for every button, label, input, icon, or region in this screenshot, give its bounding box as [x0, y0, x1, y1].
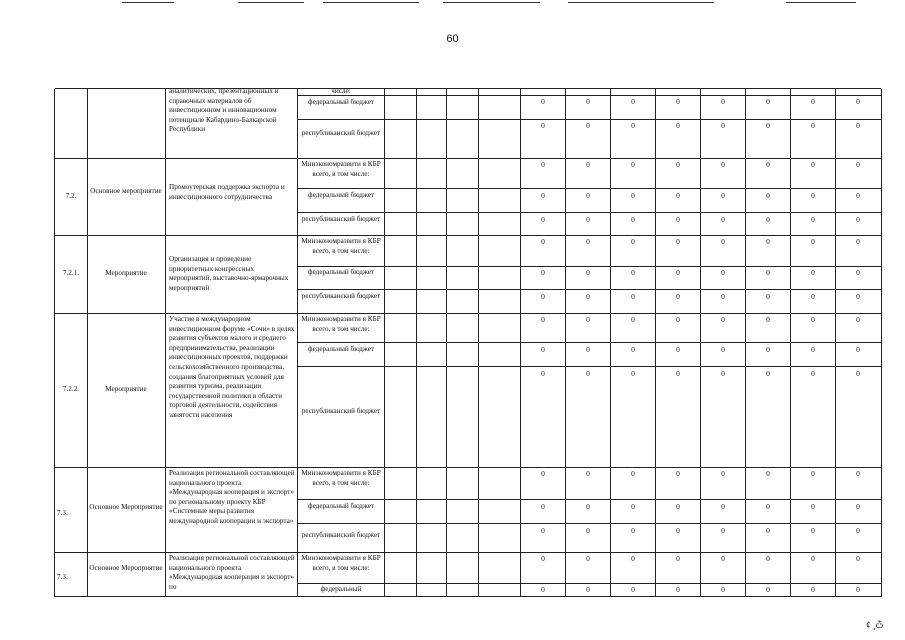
- source-republic: республиканский бюджет: [301, 407, 381, 415]
- row-number: 7.2.2.: [62, 385, 80, 393]
- amount-cell: 0: [631, 526, 635, 535]
- amount-cell: 0: [856, 215, 860, 224]
- amount-cell: 0: [766, 121, 770, 130]
- cut-header-line: [443, 2, 540, 3]
- row-type: Мероприятие: [105, 385, 147, 393]
- table-col-line: [87, 89, 88, 596]
- subrow-separator: [297, 119, 881, 120]
- amount-cell: 0: [541, 585, 545, 594]
- amount-cell: 0: [721, 345, 725, 354]
- amount-cell: 0: [631, 345, 635, 354]
- amount-cell: 0: [856, 160, 860, 169]
- amount-cell: 0: [766, 469, 770, 478]
- amount-cell: 0: [811, 215, 815, 224]
- amount-cell: 0: [541, 268, 545, 277]
- amount-cell: 0: [856, 97, 860, 106]
- amount-cell: 0: [676, 97, 680, 106]
- row-type: Основное Мероприятие: [89, 564, 163, 572]
- amount-cell: 0: [631, 215, 635, 224]
- subrow-separator: [297, 342, 881, 343]
- row-type: Основное Мероприятие: [89, 503, 163, 511]
- amount-cell: 0: [811, 469, 815, 478]
- amount-cell: 0: [631, 502, 635, 511]
- amount-cell: 0: [766, 502, 770, 511]
- source-republic: республиканский бюджет: [301, 215, 381, 223]
- subrow-separator: [297, 212, 881, 213]
- amount-cell: 0: [676, 526, 680, 535]
- amount-cell: 0: [541, 160, 545, 169]
- amount-cell: 0: [811, 369, 815, 378]
- amount-cell: 0: [586, 215, 590, 224]
- page-number: 60: [446, 33, 459, 45]
- budget-table: [54, 89, 882, 597]
- amount-cell: 0: [631, 469, 635, 478]
- amount-cell: 0: [676, 502, 680, 511]
- amount-cell: 0: [811, 345, 815, 354]
- amount-cell: 0: [811, 585, 815, 594]
- source-republic: республиканский бюджет: [301, 129, 381, 137]
- amount-cell: 0: [676, 215, 680, 224]
- source-federal: федеральный: [320, 585, 362, 593]
- amount-cell: 0: [676, 121, 680, 130]
- amount-cell: 0: [676, 268, 680, 277]
- cut-header-line: [568, 2, 714, 3]
- amount-cell: 0: [631, 585, 635, 594]
- cut-header-line: [122, 2, 174, 3]
- source-federal: федеральный бюджет: [307, 345, 375, 353]
- row-separator: [55, 235, 881, 236]
- cut-header-line: [323, 2, 419, 3]
- amount-cell: 0: [766, 369, 770, 378]
- amount-cell: 0: [856, 345, 860, 354]
- row-separator: [55, 313, 881, 314]
- amount-cell: 0: [811, 502, 815, 511]
- source-federal: федеральный бюджет: [307, 98, 375, 106]
- amount-cell: 0: [766, 160, 770, 169]
- amount-cell: 0: [721, 554, 725, 563]
- amount-cell: 0: [541, 97, 545, 106]
- amount-cell: 0: [676, 160, 680, 169]
- event-name: Промоутерская поддержка экспорта и инвестиционного сотрудничества: [169, 183, 285, 201]
- amount-cell: 0: [811, 121, 815, 130]
- amount-cell: 0: [856, 469, 860, 478]
- amount-cell: 0: [766, 237, 770, 246]
- amount-cell: 0: [766, 585, 770, 594]
- amount-cell: 0: [541, 554, 545, 563]
- amount-cell: 0: [721, 191, 725, 200]
- source-federal: федеральный бюджет: [307, 268, 375, 276]
- subrow-separator: [297, 289, 881, 290]
- amount-cell: 0: [811, 237, 815, 246]
- corner-mark: ¢ ¸ѽ: [866, 620, 883, 630]
- row-separator: [55, 158, 881, 159]
- amount-cell: 0: [811, 191, 815, 200]
- subrow-separator: [297, 188, 881, 189]
- source-total: Минэкономразвити я КБР всего, в том числе:: [301, 554, 381, 572]
- amount-cell: 0: [766, 191, 770, 200]
- amount-cell: 0: [721, 292, 725, 301]
- amount-cell: 0: [811, 554, 815, 563]
- amount-cell: 0: [766, 526, 770, 535]
- amount-cell: 0: [541, 237, 545, 246]
- amount-cell: 0: [586, 121, 590, 130]
- amount-cell: 0: [721, 160, 725, 169]
- amount-cell: 0: [811, 526, 815, 535]
- amount-cell: 0: [811, 315, 815, 324]
- row-number: 7.2.1.: [62, 269, 80, 277]
- row-number: 7.2.: [65, 192, 77, 200]
- amount-cell: 0: [586, 526, 590, 535]
- amount-cell: 0: [631, 121, 635, 130]
- amount-cell: 0: [541, 526, 545, 535]
- amount-cell: 0: [586, 97, 590, 106]
- source-republic: республиканский бюджет: [301, 292, 381, 300]
- amount-cell: 0: [811, 160, 815, 169]
- amount-cell: 0: [721, 215, 725, 224]
- amount-cell: 0: [721, 469, 725, 478]
- amount-cell: 0: [541, 469, 545, 478]
- amount-cell: 0: [541, 345, 545, 354]
- amount-cell: 0: [856, 191, 860, 200]
- amount-cell: 0: [676, 554, 680, 563]
- amount-cell: 0: [676, 369, 680, 378]
- amount-cell: 0: [541, 315, 545, 324]
- subrow-separator: [297, 523, 881, 524]
- row-type: Мероприятие: [105, 269, 147, 277]
- row-type: Основное мероприятие: [90, 187, 162, 195]
- amount-cell: 0: [586, 160, 590, 169]
- row-number: 7.3.: [57, 573, 68, 581]
- amount-cell: 0: [631, 160, 635, 169]
- source-republic: республиканский бюджет: [301, 531, 381, 539]
- amount-cell: 0: [586, 292, 590, 301]
- amount-cell: 0: [766, 315, 770, 324]
- source-federal: федеральный бюджет: [307, 191, 375, 199]
- subrow-separator: [297, 366, 881, 367]
- amount-cell: 0: [856, 369, 860, 378]
- amount-cell: 0: [676, 585, 680, 594]
- amount-cell: 0: [586, 585, 590, 594]
- amount-cell: 0: [631, 237, 635, 246]
- amount-cell: 0: [586, 345, 590, 354]
- amount-cell: 0: [541, 369, 545, 378]
- subrow-separator: [297, 266, 881, 267]
- amount-cell: 0: [631, 369, 635, 378]
- amount-cell: 0: [721, 526, 725, 535]
- amount-cell: 0: [586, 237, 590, 246]
- amount-cell: 0: [586, 554, 590, 563]
- amount-cell: 0: [586, 191, 590, 200]
- amount-cell: 0: [631, 268, 635, 277]
- amount-cell: 0: [856, 121, 860, 130]
- amount-cell: 0: [811, 97, 815, 106]
- amount-cell: 0: [766, 292, 770, 301]
- amount-cell: 0: [676, 315, 680, 324]
- amount-cell: 0: [766, 554, 770, 563]
- amount-cell: 0: [721, 502, 725, 511]
- amount-cell: 0: [676, 469, 680, 478]
- amount-cell: 0: [856, 237, 860, 246]
- amount-cell: 0: [856, 554, 860, 563]
- amount-cell: 0: [541, 191, 545, 200]
- amount-cell: 0: [631, 97, 635, 106]
- source-total: Минэкономразвити я КБР всего, в том числе:: [301, 237, 381, 255]
- event-name: Реализация региональной составляющей национального проекта «Международная кооперация и экспорт» по региональному проекту КБР «Системные меры развития международной кооперации и экспорта»: [169, 469, 295, 525]
- amount-cell: 0: [721, 369, 725, 378]
- amount-cell: 0: [586, 502, 590, 511]
- amount-cell: 0: [721, 237, 725, 246]
- amount-cell: 0: [676, 292, 680, 301]
- subrow-separator: [297, 499, 881, 500]
- amount-cell: 0: [676, 237, 680, 246]
- amount-cell: 0: [766, 215, 770, 224]
- amount-cell: 0: [541, 502, 545, 511]
- amount-cell: 0: [856, 292, 860, 301]
- amount-cell: 0: [811, 268, 815, 277]
- source-total-tail: числе:: [331, 87, 351, 95]
- subrow-separator: [297, 95, 881, 96]
- row-separator: [55, 552, 881, 553]
- subrow-separator: [297, 583, 881, 584]
- event-name: Организация и проведение приоритетных конгрессных мероприятий, выставочно-ярмарочных мероприятий: [169, 255, 289, 292]
- amount-cell: 0: [541, 121, 545, 130]
- source-federal: федеральный бюджет: [307, 502, 375, 510]
- amount-cell: 0: [676, 345, 680, 354]
- amount-cell: 0: [586, 315, 590, 324]
- amount-cell: 0: [856, 268, 860, 277]
- source-total: Минэкономразвити я КБР всего, в том числе:: [301, 160, 381, 178]
- source-total: Минэкономразвити я КБР всего, в том числе:: [301, 315, 381, 333]
- table-col-line: [165, 89, 166, 596]
- amount-cell: 0: [766, 97, 770, 106]
- amount-cell: 0: [856, 502, 860, 511]
- amount-cell: 0: [766, 345, 770, 354]
- cut-header-line: [238, 2, 304, 3]
- amount-cell: 0: [856, 585, 860, 594]
- amount-cell: 0: [766, 268, 770, 277]
- amount-cell: 0: [676, 191, 680, 200]
- source-total: Минэкономразвити я КБР всего, в том числе:: [301, 469, 381, 487]
- amount-cell: 0: [586, 369, 590, 378]
- row-number: 7.3.: [57, 509, 68, 517]
- amount-cell: 0: [856, 526, 860, 535]
- amount-cell: 0: [721, 268, 725, 277]
- amount-cell: 0: [631, 315, 635, 324]
- event-name: Участие в международном инвестиционном форуме «Сочи» в целях развития субъектов малого и среднего предпринимательства, реализации инвестиционных проектов, поддержки сельскохозяйственного производства, создания благоприятных условий для развития туризма, реализации государственной политики в области торговой деятельности, содействия занятости населения: [169, 315, 295, 419]
- amount-cell: 0: [541, 292, 545, 301]
- amount-cell: 0: [631, 191, 635, 200]
- amount-cell: 0: [586, 268, 590, 277]
- event-name: Реализация региональной составляющей национального проекта «Международная кооперация и экспорт» по: [169, 554, 295, 591]
- amount-cell: 0: [721, 315, 725, 324]
- event-name: аналитических, презентационных и справочных материалов об инвестиционном и инновационном потенциале Кабардино-Балкарской Республики: [169, 87, 279, 134]
- amount-cell: 0: [721, 97, 725, 106]
- cut-header-line: [786, 2, 856, 3]
- amount-cell: 0: [631, 554, 635, 563]
- amount-cell: 0: [856, 315, 860, 324]
- amount-cell: 0: [631, 292, 635, 301]
- amount-cell: 0: [811, 292, 815, 301]
- amount-cell: 0: [721, 121, 725, 130]
- amount-cell: 0: [541, 215, 545, 224]
- amount-cell: 0: [586, 469, 590, 478]
- amount-cell: 0: [721, 585, 725, 594]
- row-separator: [55, 467, 881, 468]
